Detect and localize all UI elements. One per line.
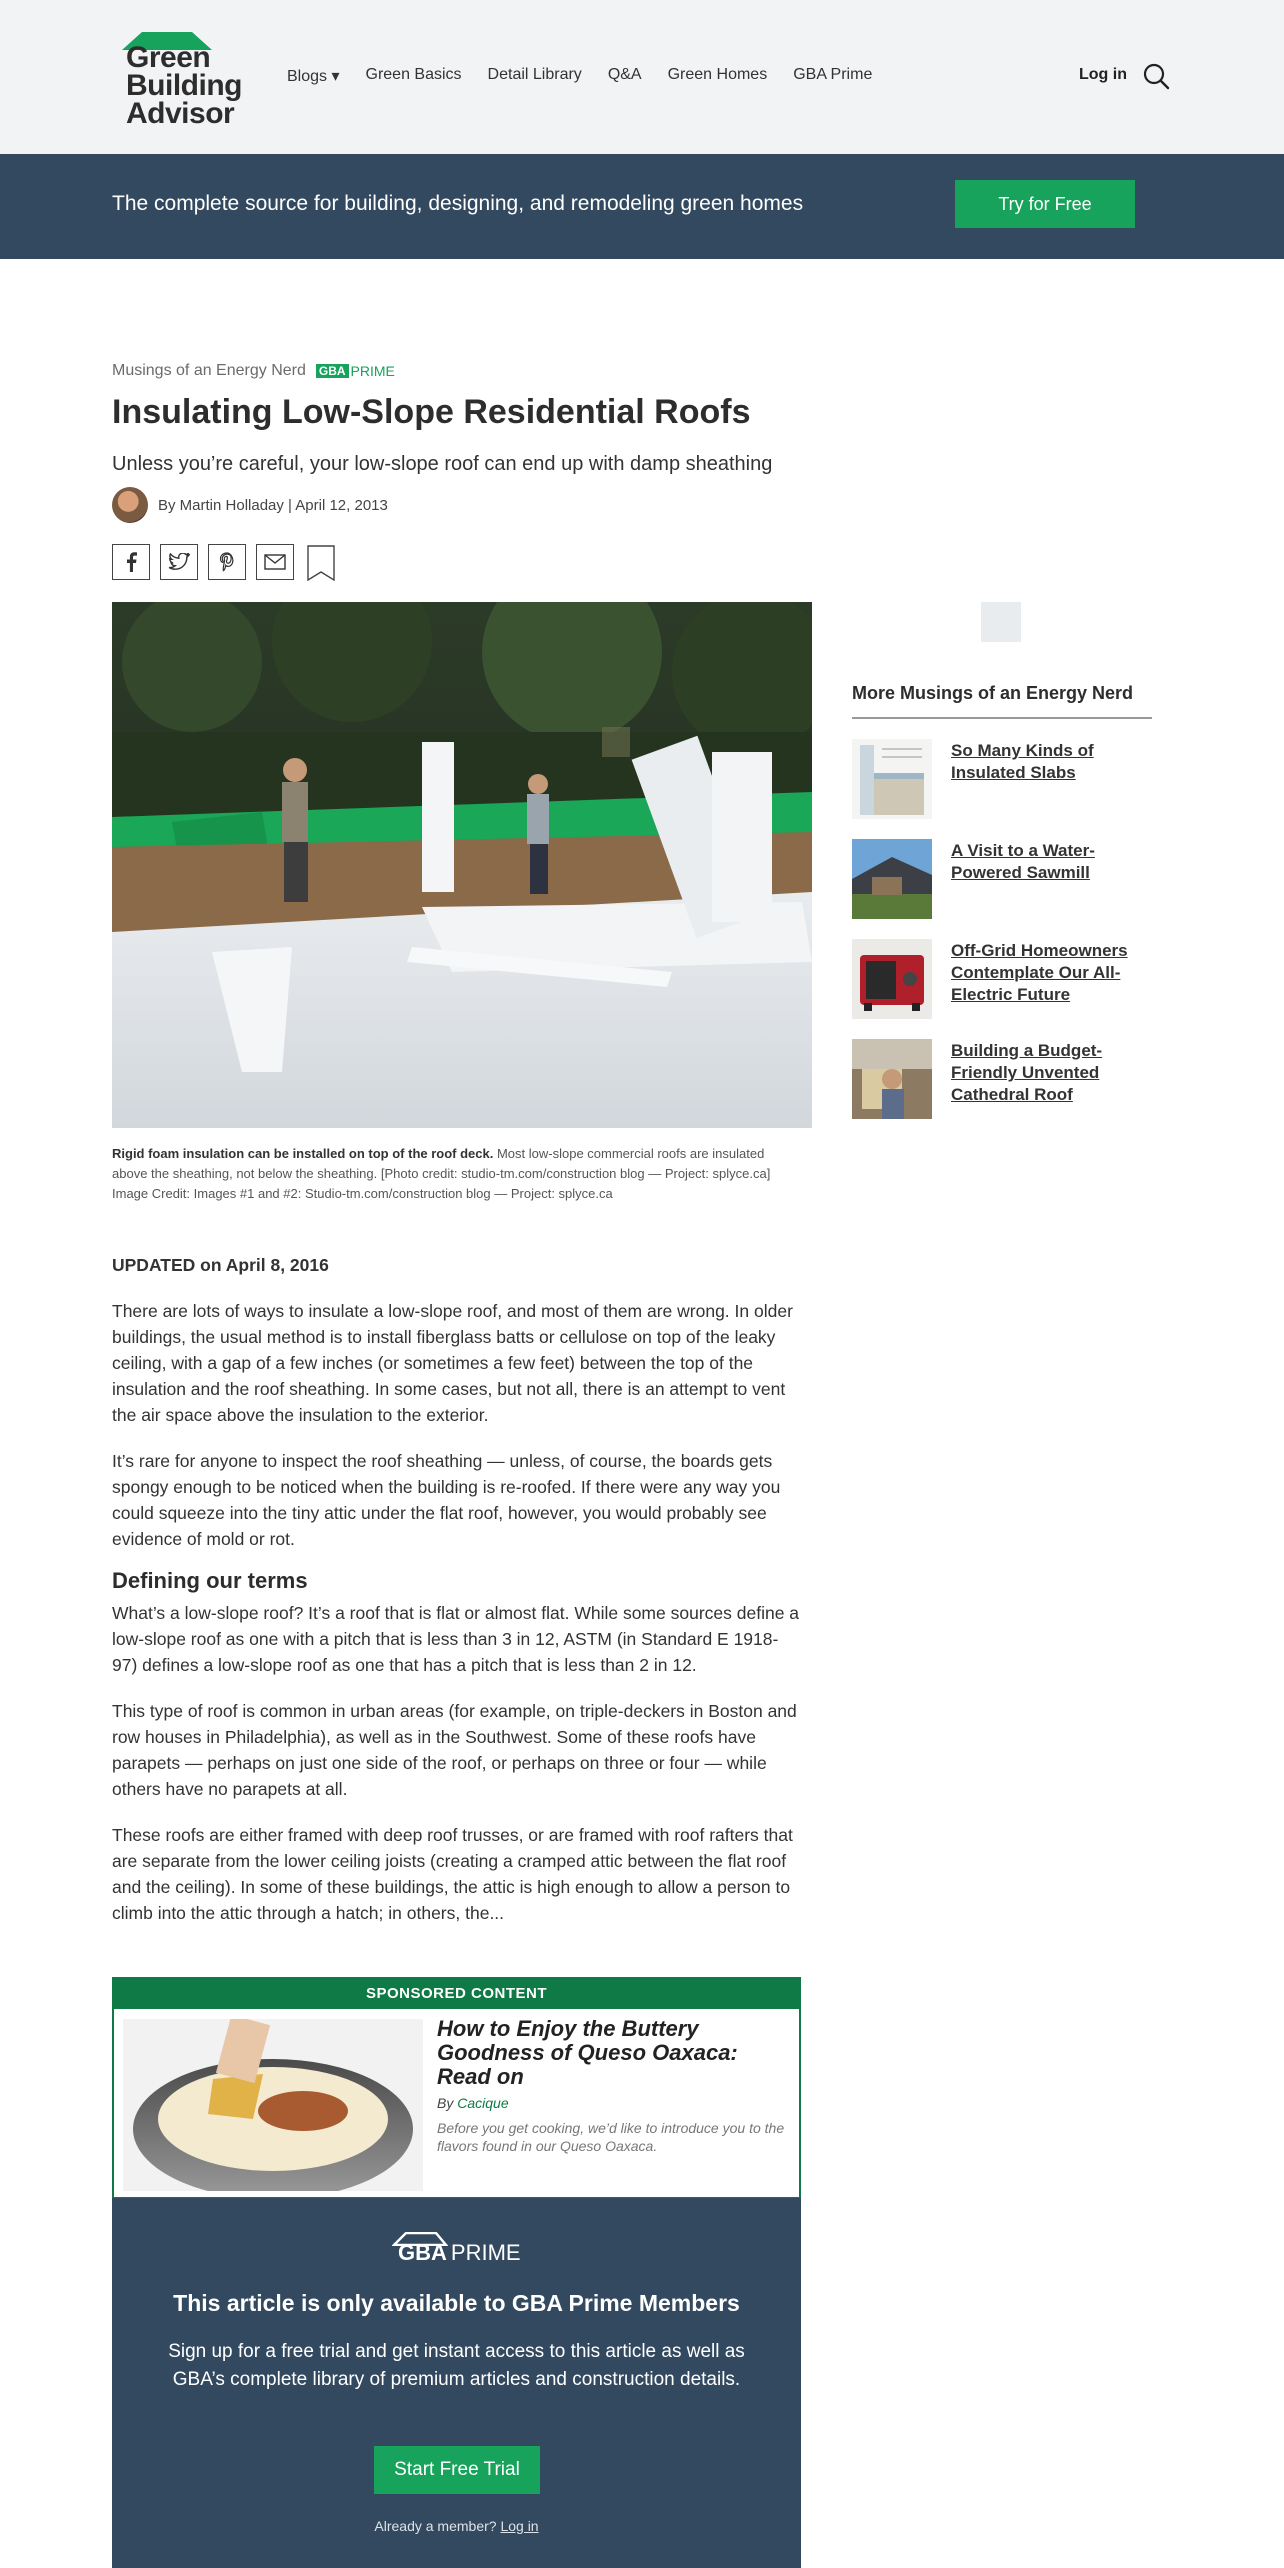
gba-prime-badge bbox=[316, 363, 395, 379]
article-kicker bbox=[112, 362, 395, 380]
twitter-share-button[interactable] bbox=[160, 544, 198, 580]
paywall-logo-gba: GBA bbox=[398, 2240, 447, 2265]
thumbnail[interactable] bbox=[852, 839, 932, 919]
sponsored-title[interactable]: How to Enjoy the Buttery Goodness of Queso Oaxaca: Read on bbox=[437, 2016, 738, 2089]
nav-green-basics[interactable]: Green Basics bbox=[365, 66, 462, 83]
nav-gba-prime[interactable]: GBA Prime bbox=[793, 66, 873, 83]
site-logo[interactable] bbox=[112, 30, 248, 130]
nav-qa[interactable]: Q&A bbox=[607, 66, 642, 83]
envelope-icon bbox=[264, 554, 286, 570]
facebook-share-button[interactable] bbox=[112, 544, 150, 580]
nav-detail-library[interactable]: Detail Library bbox=[487, 66, 582, 83]
sidebar bbox=[852, 680, 1152, 1119]
start-free-trial-button[interactable]: Start Free Trial bbox=[374, 2446, 540, 2494]
page-title: Insulating Low-Slope Residential Roofs bbox=[112, 393, 751, 431]
pinterest-icon bbox=[219, 552, 235, 572]
section-heading: Defining our terms bbox=[112, 1568, 308, 1593]
sponsor-brand-link[interactable]: Cacique bbox=[457, 2095, 509, 2111]
logo-line-2: Building bbox=[126, 69, 242, 102]
paragraph-5: These roofs are either framed with deep roof trusses, or are framed with roof rafters that are separate from the lower ceiling joists (creating a cramped attic between the flat roof and the ceiling). In some of these buildings, the attic is high enough to allow a person to climb into the attic through a hatch; in others, the... bbox=[112, 1825, 793, 1923]
site-header bbox=[0, 0, 1284, 154]
bookmark-icon bbox=[306, 545, 336, 581]
sponsored-content[interactable] bbox=[112, 1977, 801, 2199]
paragraph-4: This type of roof is common in urban areas (for example, on triple-deckers in Boston and row houses in Philadelphia), as well as in the Southwest. Some of these roofs have parapets — perhaps on just one side of the roof, or perhaps on three or four — while others have no parapets at all. bbox=[112, 1701, 797, 1799]
updated-note: UPDATED on April 8, 2016 bbox=[112, 1255, 329, 1275]
member-text: Already a member? bbox=[374, 2518, 501, 2534]
pinterest-share-button[interactable] bbox=[208, 544, 246, 580]
sponsored-image[interactable] bbox=[123, 2019, 423, 2191]
logo-line-3: Advisor bbox=[126, 97, 235, 130]
paywall-title: This article is only available to GBA Prime Members bbox=[173, 2290, 740, 2316]
related-article-link[interactable]: A Visit to a Water-Powered Sawmill bbox=[951, 841, 1095, 882]
login-link[interactable]: Log in bbox=[1079, 66, 1127, 83]
hero-image bbox=[112, 602, 812, 1128]
sponsored-description: Before you get cooking, we’d like to introduce you to the flavors found in our Queso Oaxaca. bbox=[437, 2120, 785, 2154]
article-subtitle: Unless you’re careful, your low-slope roof can end up with damp sheathing bbox=[112, 453, 773, 475]
thumbnail[interactable] bbox=[852, 939, 932, 1019]
paywall bbox=[112, 2198, 801, 2568]
list-item[interactable] bbox=[852, 939, 1152, 1019]
byline-text: By Martin Holladay | April 12, 2013 bbox=[158, 496, 388, 514]
banner-text: The complete source for building, designing, and remodeling green homes bbox=[112, 192, 804, 215]
article-body bbox=[112, 1252, 802, 1946]
list-item[interactable] bbox=[852, 739, 1152, 819]
member-login-link[interactable]: Log in bbox=[500, 2518, 539, 2534]
nav-green-homes[interactable]: Green Homes bbox=[667, 66, 768, 83]
paywall-text: Sign up for a free trial and get instant access to this article as well as GBA’s complete library of premium articles and construction details. bbox=[168, 2341, 745, 2390]
prime-roof-icon bbox=[392, 2232, 448, 2246]
paragraph-3: What’s a low-slope roof? It’s a roof that is flat or almost flat. While some sources define a low-slope roof as one with a pitch that is less than 3 in 12, ASTM (in Standard E 1918-97) defines a low-slope roof as one that has a pitch that is less than 2 in 12. bbox=[112, 1603, 800, 1675]
paywall-logo-prime: PRIME bbox=[450, 2240, 521, 2265]
twitter-icon bbox=[168, 553, 190, 571]
thumbnail[interactable] bbox=[852, 1039, 932, 1119]
search-icon[interactable] bbox=[1142, 62, 1170, 90]
image-caption bbox=[112, 1144, 802, 1204]
blog-category-link[interactable]: Musings of an Energy Nerd bbox=[112, 362, 306, 379]
member-login-line bbox=[112, 2518, 801, 2534]
paragraph-1: There are lots of ways to insulate a low-slope roof, and most of them are wrong. In older buildings, the usual method is to install fiberglass batts or cellulose on top of the leaky ceiling, with a gap of a few inches (or sometimes a few feet) between the top of the insulation and the roof sheathing. In some cases, but not all, there is an attempt to vent the air space above the insulation to the exterior. bbox=[112, 1301, 793, 1425]
prime-badge-prime: PRIME bbox=[350, 363, 395, 379]
related-article-link[interactable]: Building a Budget-Friendly Unvented Cathedral Roof bbox=[951, 1041, 1103, 1104]
list-item[interactable] bbox=[852, 1039, 1152, 1119]
caption-bold: Rigid foam insulation can be installed on top of the roof deck. bbox=[112, 1146, 494, 1161]
bookmark-button[interactable] bbox=[304, 544, 338, 582]
promo-banner bbox=[0, 154, 1284, 259]
thumbnail[interactable] bbox=[852, 739, 932, 819]
related-article-link[interactable]: Off-Grid Homeowners Contemplate Our All-Electric Future bbox=[951, 941, 1128, 1004]
nav-blogs[interactable]: Blogs ▾ bbox=[287, 68, 340, 85]
logo-line-1: Green bbox=[126, 41, 211, 74]
avatar bbox=[112, 487, 148, 523]
facebook-icon bbox=[124, 552, 138, 572]
byline bbox=[112, 487, 388, 523]
prime-badge-gba: GBA bbox=[316, 364, 349, 378]
related-article-link[interactable]: So Many Kinds of Insulated Slabs bbox=[951, 741, 1094, 782]
rigid-foam-roof-photo bbox=[112, 602, 812, 1128]
sidebar-title: More Musings of an Energy Nerd bbox=[852, 680, 1152, 719]
sponsored-byline bbox=[437, 2095, 509, 2111]
main-nav bbox=[287, 66, 872, 86]
share-bar bbox=[112, 544, 338, 582]
email-share-button[interactable] bbox=[256, 544, 294, 580]
image-credit: Image Credit: Images #1 and #2: Studio-tm.com/construction blog — Project: splyce.ca bbox=[112, 1186, 613, 1201]
sponsored-header: SPONSORED CONTENT bbox=[114, 1979, 799, 2009]
paragraph-2: It’s rare for anyone to inspect the roof sheathing — unless, of course, the boards gets spongy enough to be noticed when the building is re-roofed. If there were any way you could squeeze into the tiny attic under the flat roof, however, you would probably see evidence of mold or rot. bbox=[112, 1451, 781, 1549]
caption-rest: Most low-slope commercial roofs are insulated above the sheathing, not below the sheathing. [Photo credit: studio-tm.com/construction blog — Project: splyce.ca] bbox=[112, 1146, 771, 1181]
ad-placeholder bbox=[981, 602, 1021, 642]
sponsored-by-label: By bbox=[437, 2095, 458, 2111]
try-for-free-button[interactable]: Try for Free bbox=[955, 180, 1135, 228]
list-item[interactable] bbox=[852, 839, 1152, 919]
